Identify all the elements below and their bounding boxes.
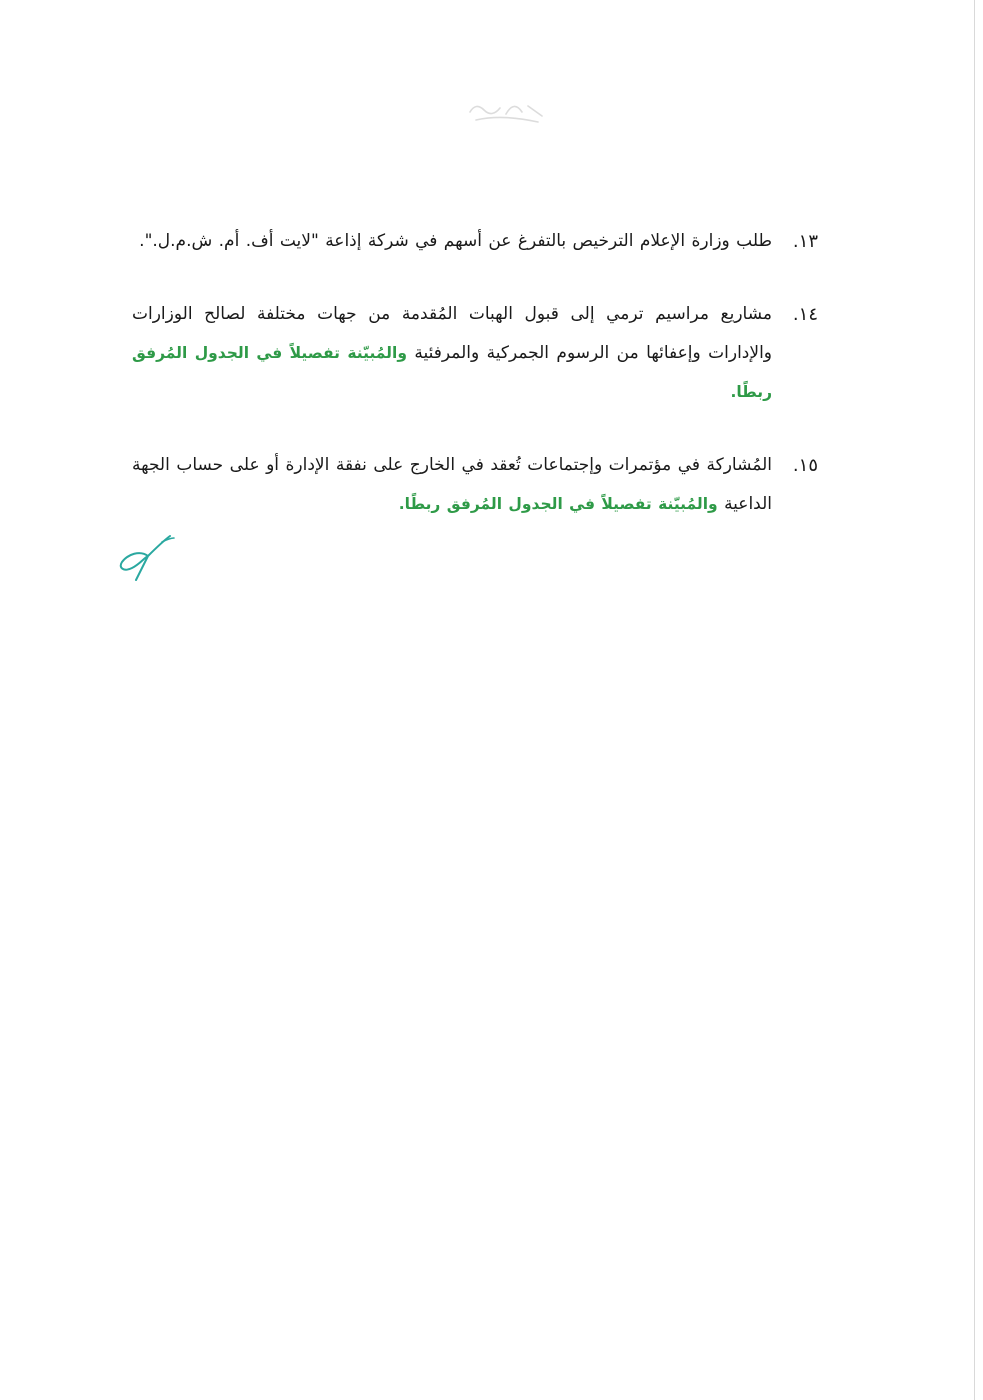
- page-edge-line: [974, 0, 975, 1400]
- list-item: [132, 446, 818, 524]
- item-text-highlight: والمُبيّنة تفصيلاً في الجدول المُرفق ربطًا.: [398, 495, 718, 513]
- list-item: [132, 222, 818, 261]
- item-number: ١٣.: [792, 231, 818, 252]
- faint-stamp-mark: [462, 92, 552, 128]
- item-number: ١٥.: [792, 455, 818, 476]
- item-text: [132, 446, 772, 524]
- item-text: [132, 295, 772, 412]
- item-text-main: المُشاركة في مؤتمرات وإجتماعات تُعقد في الخارج على نفقة الإدارة أو على حساب الجهة الداعية: [132, 455, 772, 514]
- item-text-main: مشاريع مراسيم ترمي إلى قبول الهبات المُقدمة من جهات مختلفة لصالح الوزارات والإدارات وإعفائها من الرسوم الجمركية والمرفئية: [132, 304, 773, 363]
- numbered-item-list: [132, 222, 818, 524]
- item-number: ١٤.: [792, 304, 818, 325]
- list-item: [132, 295, 818, 412]
- item-text-highlight: والمُبيّنة تفصيلاً في الجدول المُرفق ربطًا.: [132, 344, 772, 401]
- item-text: [132, 222, 772, 261]
- handwritten-signature: [110, 528, 180, 588]
- item-text-main: طلب وزارة الإعلام الترخيص بالتفرغ عن أسهم في شركة إذاعة "لايت أف. أم. ش.م.ل.".: [139, 231, 772, 251]
